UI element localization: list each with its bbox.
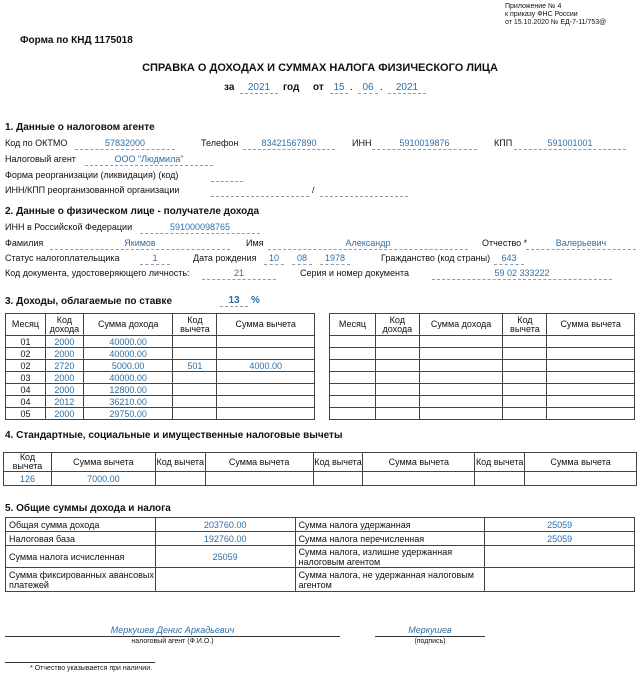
- table-row: 126 7000.00: [4, 472, 637, 486]
- oktmo-label: Код по ОКТМО: [5, 138, 68, 148]
- period-dot: .: [350, 82, 353, 93]
- page-title: СПРАВКА О ДОХОДАХ И СУММАХ НАЛОГА ФИЗИЧЕСКОГО ЛИЦА: [142, 62, 498, 74]
- table-row: Общая сумма дохода 203760.00 Сумма налога удержанная 25059: [6, 518, 635, 532]
- header-income-sum: Сумма дохода: [83, 314, 173, 336]
- birth-label: Дата рождения: [193, 253, 257, 263]
- table-row: Сумма налога исчисленная 25059 Сумма налога, излишне удержанная налоговым агентом: [6, 546, 635, 568]
- oktmo-value: 57832000: [75, 138, 175, 150]
- rate-percent: %: [251, 295, 260, 306]
- agent-label: Налоговый агент: [5, 154, 76, 164]
- birth-month: 08: [292, 253, 312, 265]
- section2-title: 2. Данные о физическом лице - получателе дохода: [5, 206, 260, 217]
- deductions-table: [3, 452, 637, 486]
- appendix: [505, 3, 606, 27]
- patronymic-label: Отчество *: [482, 238, 528, 248]
- doc-series-value: 59 02 333222: [432, 268, 612, 280]
- header-deduction-code: Код вычета: [475, 453, 525, 472]
- surname-value: Якимов: [50, 238, 230, 250]
- agent-value: ООО "Людмила": [85, 154, 213, 166]
- reorg-slash: /: [312, 185, 315, 195]
- doc-code-value: 21: [202, 268, 276, 280]
- agent-caption: налоговый агент (Ф.И.О.): [131, 638, 214, 645]
- header-deduction-sum: Сумма вычета: [205, 453, 313, 472]
- header-income-sum: Сумма дохода: [419, 314, 503, 336]
- reorg-label: Форма реорганизации (ликвидация) (код): [5, 170, 179, 180]
- person-inn-value: 591000098765: [140, 222, 260, 234]
- appendix-line: Приложение № 4: [505, 3, 562, 10]
- table-row: 02 2000 40000.00: [6, 348, 315, 360]
- appendix-line: к приказу ФНС России: [505, 11, 578, 18]
- period-date-year: 2021: [388, 82, 426, 94]
- phone-value: 83421567890: [243, 138, 335, 150]
- header-month: Месяц: [6, 314, 46, 336]
- header-deduction-sum: Сумма вычета: [363, 453, 475, 472]
- doc-series-label: Серия и номер документа: [300, 268, 409, 278]
- rate-value: 13: [220, 295, 248, 307]
- section4-title: 4. Стандартные, социальные и имущественные налоговые вычеты: [5, 430, 343, 441]
- inn-label: ИНН: [352, 138, 372, 148]
- period-ot: от: [313, 82, 324, 93]
- signature-value: Меркушев: [408, 625, 452, 635]
- table-row: [330, 384, 635, 396]
- header-income-code: Код дохода: [45, 314, 83, 336]
- header-deduction-code: Код вычета: [503, 314, 547, 336]
- phone-label: Телефон: [201, 138, 239, 148]
- reorg-kpp-value: [320, 185, 408, 197]
- table-row: 05 2000 29750.00: [6, 408, 315, 420]
- appendix-line: от 15.10.2020 № ЕД-7-11/753@: [505, 19, 607, 26]
- header-deduction-sum: Сумма вычета: [525, 453, 637, 472]
- header-deduction-code: Код вычета: [155, 453, 205, 472]
- period-day: 15: [330, 82, 348, 94]
- header-income-code: Код дохода: [375, 314, 419, 336]
- table-row: [330, 360, 635, 372]
- section1-title: 1. Данные о налоговом агенте: [5, 122, 155, 133]
- inn-value: 5910019876: [372, 138, 477, 150]
- form-code: Форма по КНД 1175018: [20, 35, 133, 46]
- citizenship-value: 643: [494, 253, 524, 265]
- header-deduction-sum: Сумма вычета: [217, 314, 315, 336]
- reorg-inn-label: ИНН/КПП реорганизованной организации: [5, 185, 180, 195]
- table-row: [330, 408, 635, 420]
- table-row: 04 2012 36210.00: [6, 396, 315, 408]
- table-row: 01 2000 40000.00: [6, 336, 315, 348]
- status-label: Статус налогоплательщика: [5, 253, 120, 263]
- header-deduction-code: Код вычета: [313, 453, 363, 472]
- agent-name: Меркушев Денис Аркадьевич: [110, 625, 235, 635]
- table-row: Налоговая база 192760.00 Сумма налога перечисленная 25059: [6, 532, 635, 546]
- person-inn-label: ИНН в Российской Федерации: [5, 222, 133, 232]
- table-row: 02 2720 5000.00 501 4000.00: [6, 360, 315, 372]
- signature-caption: (подпись): [414, 638, 446, 645]
- patronymic-value: Валерьевич: [526, 238, 636, 250]
- reorg-value: [211, 170, 243, 182]
- agent-line: [5, 636, 340, 637]
- table-row: [330, 336, 635, 348]
- kpp-value: 591001001: [514, 138, 626, 150]
- income-table-left: [5, 313, 315, 420]
- citizenship-label: Гражданство (код страны): [381, 253, 491, 263]
- status-value: 1: [140, 253, 170, 265]
- table-row: 04 2000 12800.00: [6, 384, 315, 396]
- birth-year: 1978: [320, 253, 350, 265]
- section5-title: 5. Общие суммы дохода и налога: [5, 503, 171, 514]
- period-dot: .: [380, 82, 383, 93]
- section3-title: 3. Доходы, облагаемые по ставке: [5, 296, 173, 307]
- header-deduction-sum: Сумма вычета: [547, 314, 635, 336]
- surname-label: Фамилия: [5, 238, 44, 248]
- period-year: 2021: [240, 82, 278, 94]
- name-label: Имя: [246, 238, 264, 248]
- income-table-right: [329, 313, 635, 420]
- signature-line: [375, 636, 485, 637]
- table-row: [330, 348, 635, 360]
- period-god: год: [283, 82, 300, 93]
- name-value: Александр: [268, 238, 468, 250]
- table-row: Сумма фиксированных авансовых платежей Сумма налога, не удержанная налоговым агентом: [6, 568, 635, 592]
- reorg-inn-value: [211, 185, 309, 197]
- period-month: 06: [358, 82, 378, 94]
- totals-table: [5, 517, 635, 592]
- doc-code-label: Код документа, удостоверяющего личность:: [5, 268, 190, 278]
- period-za: за: [224, 82, 235, 93]
- header-deduction-sum: Сумма вычета: [51, 453, 155, 472]
- table-row: [330, 372, 635, 384]
- header-month: Месяц: [330, 314, 376, 336]
- header-deduction-code: Код вычета: [173, 314, 217, 336]
- kpp-label: КПП: [494, 138, 513, 148]
- footnote: * Отчество указывается при наличии.: [30, 665, 153, 672]
- table-row: [330, 396, 635, 408]
- header-deduction-code: Код вычета: [4, 453, 52, 472]
- table-row: 03 2000 40000.00: [6, 372, 315, 384]
- birth-day: 10: [264, 253, 284, 265]
- footnote-divider: [5, 662, 155, 663]
